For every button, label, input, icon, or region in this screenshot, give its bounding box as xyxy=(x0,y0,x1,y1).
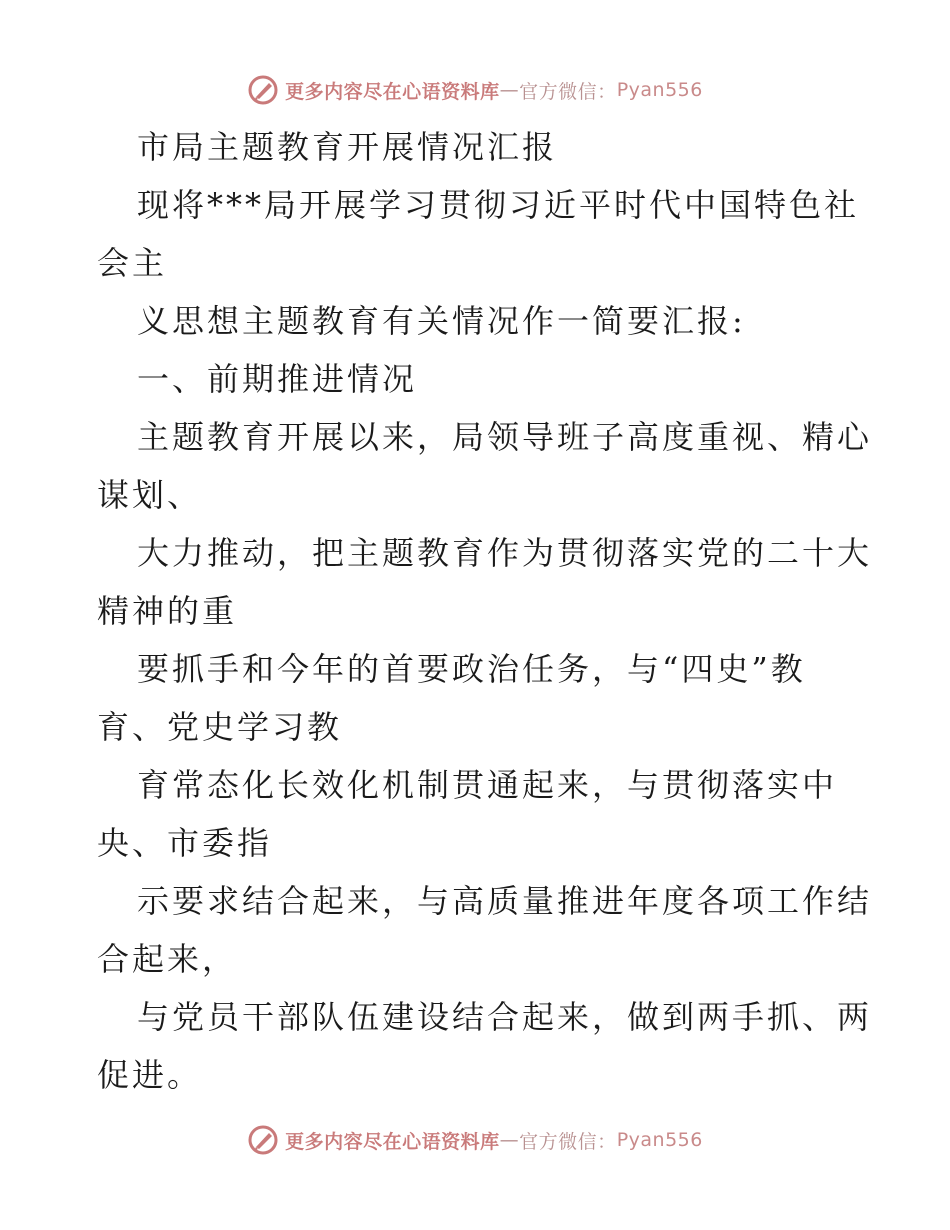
document-title: 市局主题教育开展情况汇报 xyxy=(137,128,558,166)
section-heading: 一、前期推进情况 xyxy=(137,360,418,398)
paragraph-line: 谋划、 xyxy=(97,476,203,514)
paragraph-line: 要抓手和今年的首要政治任务，与“四史”教 xyxy=(137,650,806,688)
document-body xyxy=(0,118,950,1104)
watermark-main-text: 更多内容尽在心语资料库 xyxy=(285,80,500,103)
paragraph-line: 育常态化长效化机制贯通起来，与贯彻落实中 xyxy=(137,766,838,804)
paragraph-line: 现将***局开展学习贯彻习近平时代中国特色社 xyxy=(137,186,860,224)
header-watermark xyxy=(0,74,950,106)
pen-seal-icon xyxy=(247,1124,279,1156)
paragraph-line: 促进。 xyxy=(97,1056,203,1094)
watermark-wechat-id: Pyan556 xyxy=(616,1129,703,1151)
paragraph-line: 合起来， xyxy=(97,940,238,978)
watermark-separator: — xyxy=(499,1129,520,1151)
paragraph-line: 大力推动，把主题教育作为贯彻落实党的二十大 xyxy=(137,534,873,572)
watermark-separator: — xyxy=(499,79,520,101)
watermark-main-text: 更多内容尽在心语资料库 xyxy=(285,1130,500,1153)
paragraph-line: 示要求结合起来，与高质量推进年度各项工作结 xyxy=(137,882,873,920)
watermark-wechat-id: Pyan556 xyxy=(616,79,703,101)
paragraph-line: 育、党史学习教 xyxy=(97,708,343,746)
paragraph-line: 精神的重 xyxy=(97,592,238,630)
watermark-sub-text: 官方微信： xyxy=(519,1130,617,1153)
paragraph-line: 央、市委指 xyxy=(97,824,273,862)
paragraph-line: 会主 xyxy=(97,244,168,282)
footer-watermark xyxy=(0,1124,950,1156)
paragraph-line: 义思想主题教育有关情况作一简要汇报: xyxy=(137,302,746,340)
pen-seal-icon xyxy=(247,74,279,106)
watermark-sub-text: 官方微信： xyxy=(519,80,617,103)
paragraph-line: 主题教育开展以来，局领导班子高度重视、精心 xyxy=(137,418,873,456)
paragraph-line: 与党员干部队伍建设结合起来，做到两手抓、两 xyxy=(137,998,873,1036)
